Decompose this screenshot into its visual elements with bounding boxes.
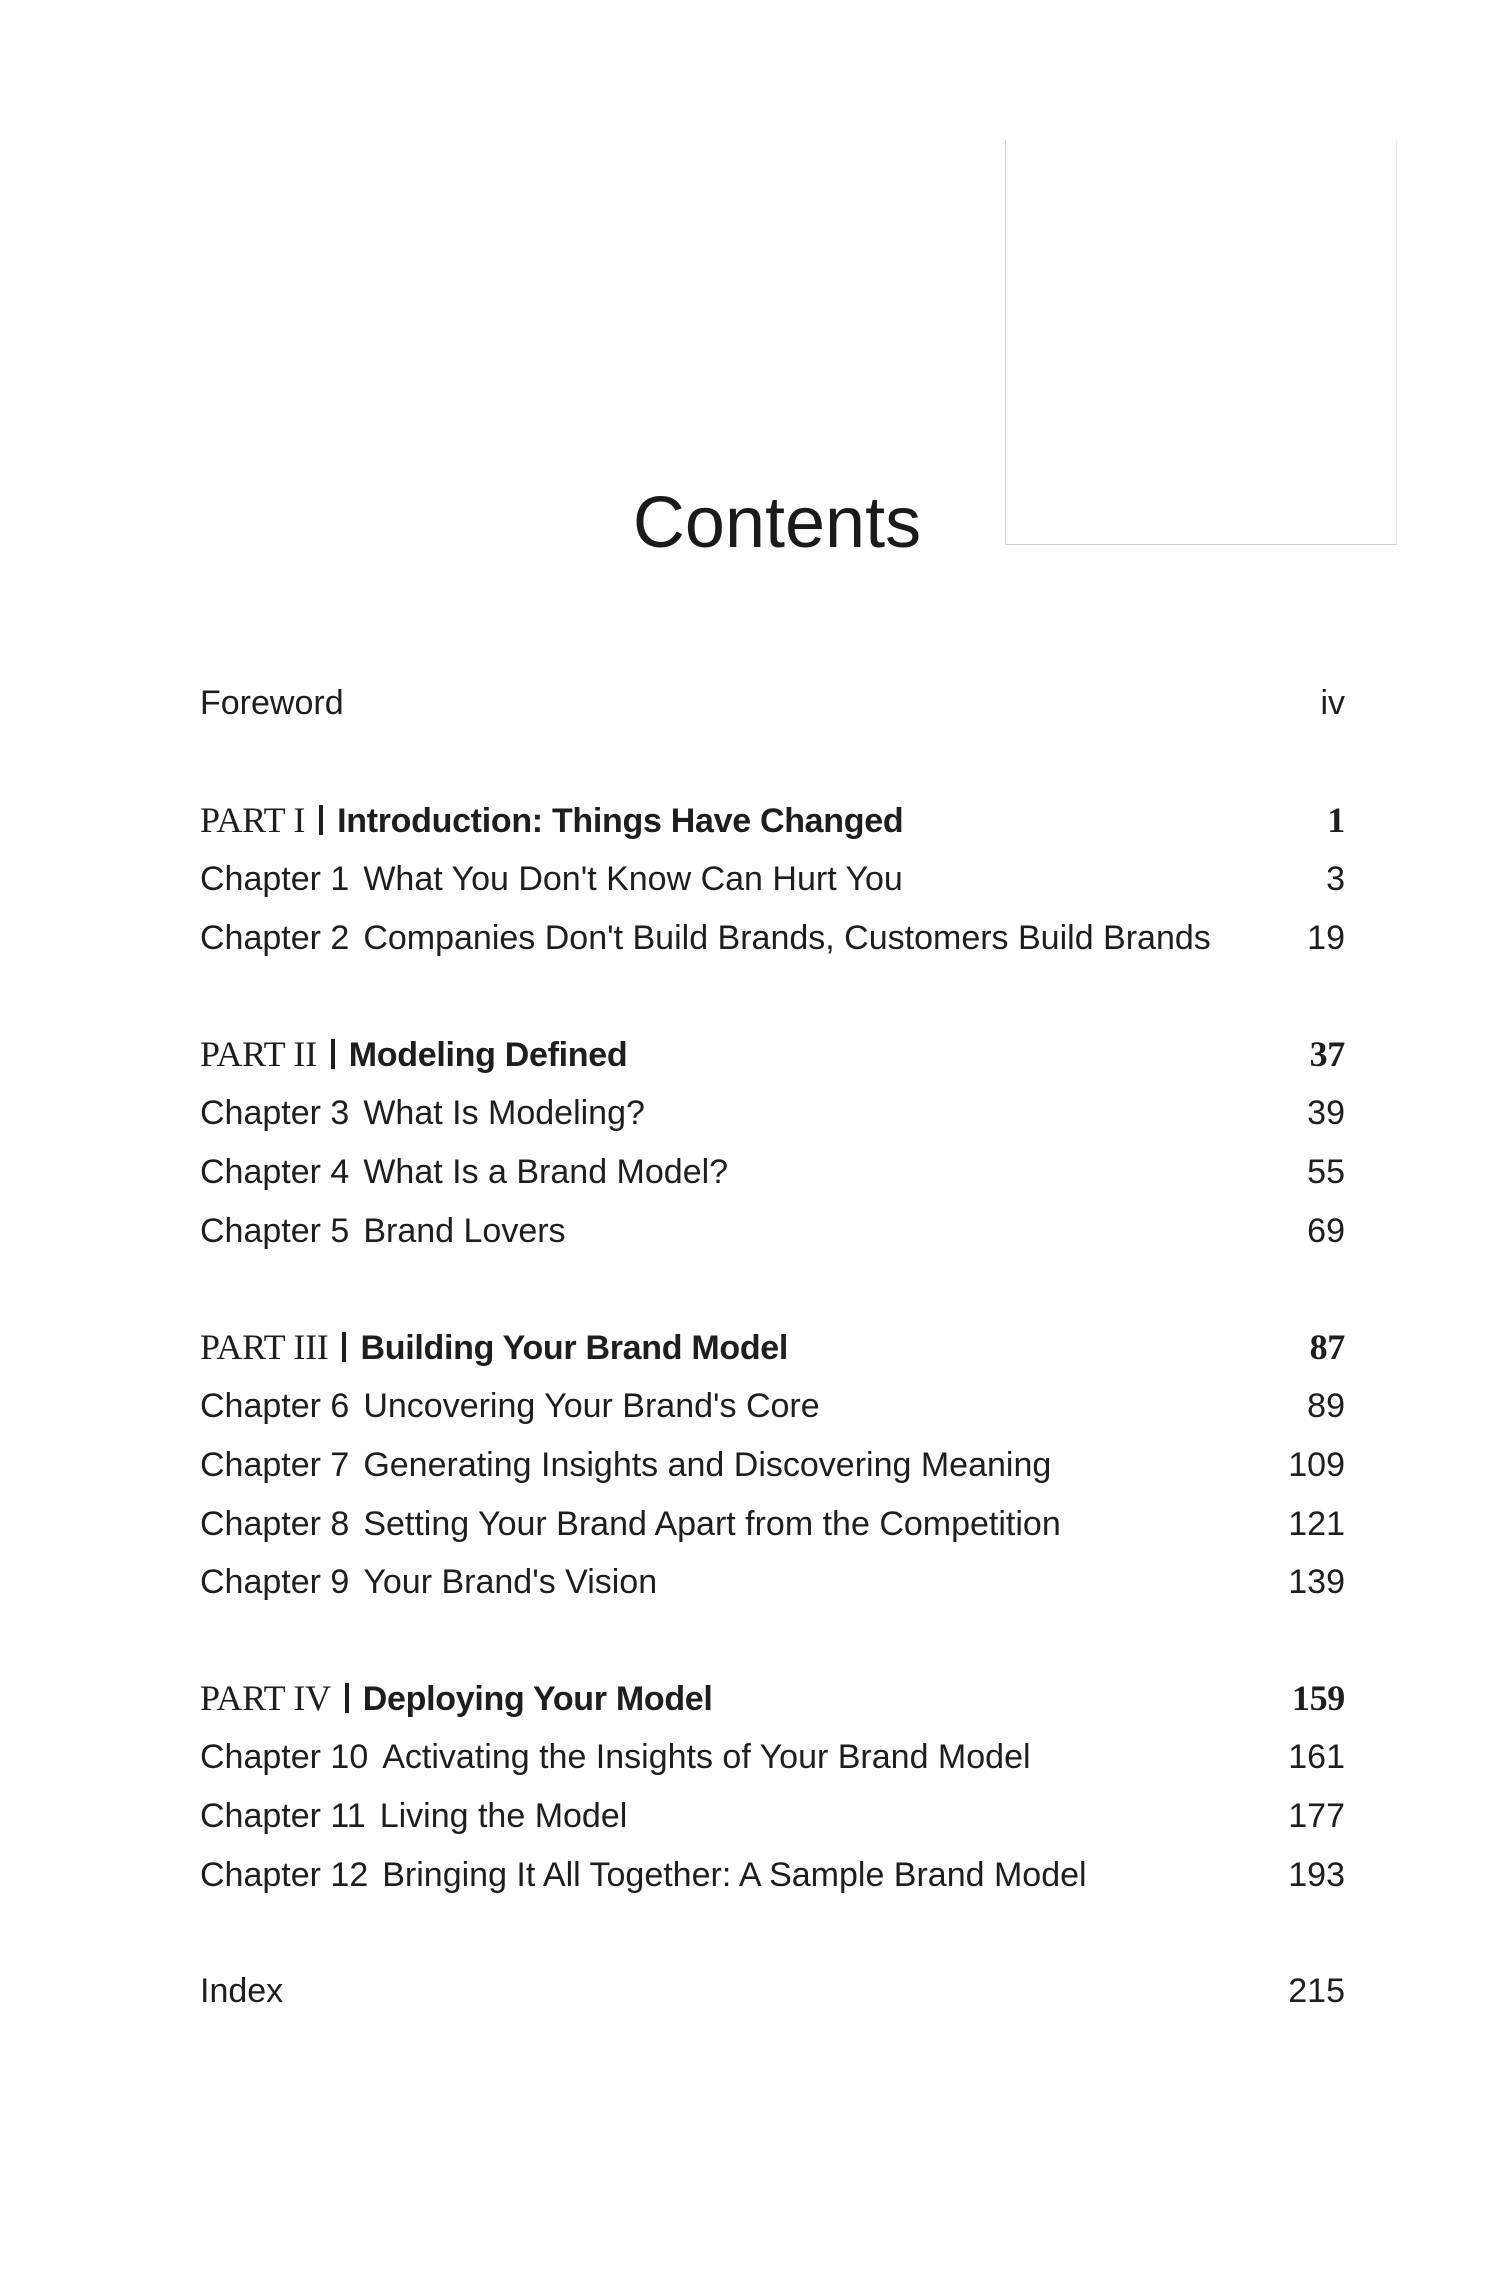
toc-chapter-4[interactable] [200,1143,1345,1201]
chapter-number: Chapter 12 [200,1856,369,1894]
part-title: Building Your Brand Model [360,1329,789,1367]
chapter-page: 55 [1307,1153,1345,1191]
toc-chapter-6[interactable] [200,1377,1345,1435]
chapter-title: Generating Insights and Discovering Meaning [363,1446,1052,1484]
chapter-page: 89 [1307,1387,1345,1425]
part-number: PART III [200,1327,329,1367]
chapter-heading [200,1143,728,1201]
part-page: 87 [1309,1327,1345,1367]
chapter-heading [200,1436,1051,1494]
part-number: PART I [200,800,306,840]
toc-chapter-2[interactable] [200,909,1345,967]
chapter-number: Chapter 11 [200,1797,366,1835]
index-label: Index [200,1972,284,2010]
chapter-page: 3 [1326,860,1345,898]
chapter-title: Uncovering Your Brand's Core [363,1387,820,1425]
page-title: Contents [632,483,922,563]
chapter-title: Your Brand's Vision [363,1563,658,1601]
chapter-page: 177 [1288,1797,1345,1835]
part-separator [331,1039,335,1069]
chapter-page: 193 [1288,1856,1345,1894]
toc-chapter-7[interactable] [200,1436,1345,1494]
chapter-title: Companies Don't Build Brands, Customers Build Brands [363,919,1211,957]
part-title: Introduction: Things Have Changed [337,802,904,840]
chapter-number: Chapter 3 [200,1094,350,1132]
toc-entry-index[interactable] [200,1962,1345,2020]
chapter-page: 69 [1307,1212,1345,1250]
toc-part-4[interactable] [200,1669,1345,1727]
chapter-page: 19 [1307,919,1345,957]
chapter-number: Chapter 6 [200,1387,350,1425]
chapter-page: 121 [1288,1505,1345,1543]
chapter-heading [200,1728,1031,1786]
chapter-number: Chapter 4 [200,1153,350,1191]
part-separator [345,1683,349,1713]
chapter-heading [200,1202,566,1260]
chapter-title: Bringing It All Together: A Sample Brand Model [382,1856,1087,1894]
chapter-heading [200,1787,627,1845]
chapter-number: Chapter 8 [200,1505,350,1543]
chapter-number: Chapter 5 [200,1212,350,1250]
toc-chapter-5[interactable] [200,1202,1345,1260]
part-page: 159 [1291,1678,1345,1718]
part-separator [319,805,323,835]
part-heading [200,1025,627,1084]
chapter-title: Living the Model [379,1797,628,1835]
foreword-page: iv [1320,684,1345,722]
chapter-title: Activating the Insights of Your Brand Model [382,1738,1031,1776]
toc-part-2[interactable] [200,1025,1345,1083]
chapter-title: Brand Lovers [363,1212,566,1250]
chapter-heading [200,850,903,908]
foreword-label: Foreword [200,684,344,722]
toc-chapter-11[interactable] [200,1787,1345,1845]
toc-chapter-1[interactable] [200,850,1345,908]
toc-chapter-8[interactable] [200,1495,1345,1553]
toc-chapter-12[interactable] [200,1846,1345,1904]
toc-part-1[interactable] [200,791,1345,849]
chapter-number: Chapter 10 [200,1738,369,1776]
chapter-heading [200,1846,1087,1904]
part-title: Modeling Defined [348,1036,628,1074]
index-page: 215 [1288,1972,1345,2010]
chapter-heading [200,1377,820,1435]
chapter-number: Chapter 7 [200,1446,350,1484]
chapter-title: What Is Modeling? [363,1094,645,1132]
toc-chapter-10[interactable] [200,1728,1345,1786]
chapter-page: 109 [1288,1446,1345,1484]
chapter-number: Chapter 1 [200,860,350,898]
chapter-heading [200,909,1211,967]
chapter-title: What You Don't Know Can Hurt You [363,860,903,898]
part-heading [200,791,903,850]
part-heading [200,1318,788,1377]
part-number: PART IV [200,1678,331,1718]
chapter-heading [200,1495,1061,1553]
chapter-page: 161 [1288,1738,1345,1776]
toc-entry-foreword[interactable] [200,674,1345,732]
chapter-page: 139 [1288,1563,1345,1601]
toc-part-3[interactable] [200,1318,1345,1376]
chapter-number: Chapter 2 [200,919,350,957]
chapter-heading [200,1084,645,1142]
chapter-heading [200,1553,657,1611]
chapter-title: What Is a Brand Model? [363,1153,729,1191]
part-page: 37 [1309,1034,1345,1074]
part-number: PART II [200,1034,317,1074]
chapter-number: Chapter 9 [200,1563,350,1601]
chapter-title: Setting Your Brand Apart from the Competition [363,1505,1061,1543]
part-separator [342,1332,346,1362]
part-title: Deploying Your Model [362,1680,713,1718]
chapter-page: 39 [1307,1094,1345,1132]
toc-chapter-3[interactable] [200,1084,1345,1142]
part-heading [200,1669,713,1728]
part-page: 1 [1327,800,1345,840]
toc-chapter-9[interactable] [200,1553,1345,1611]
